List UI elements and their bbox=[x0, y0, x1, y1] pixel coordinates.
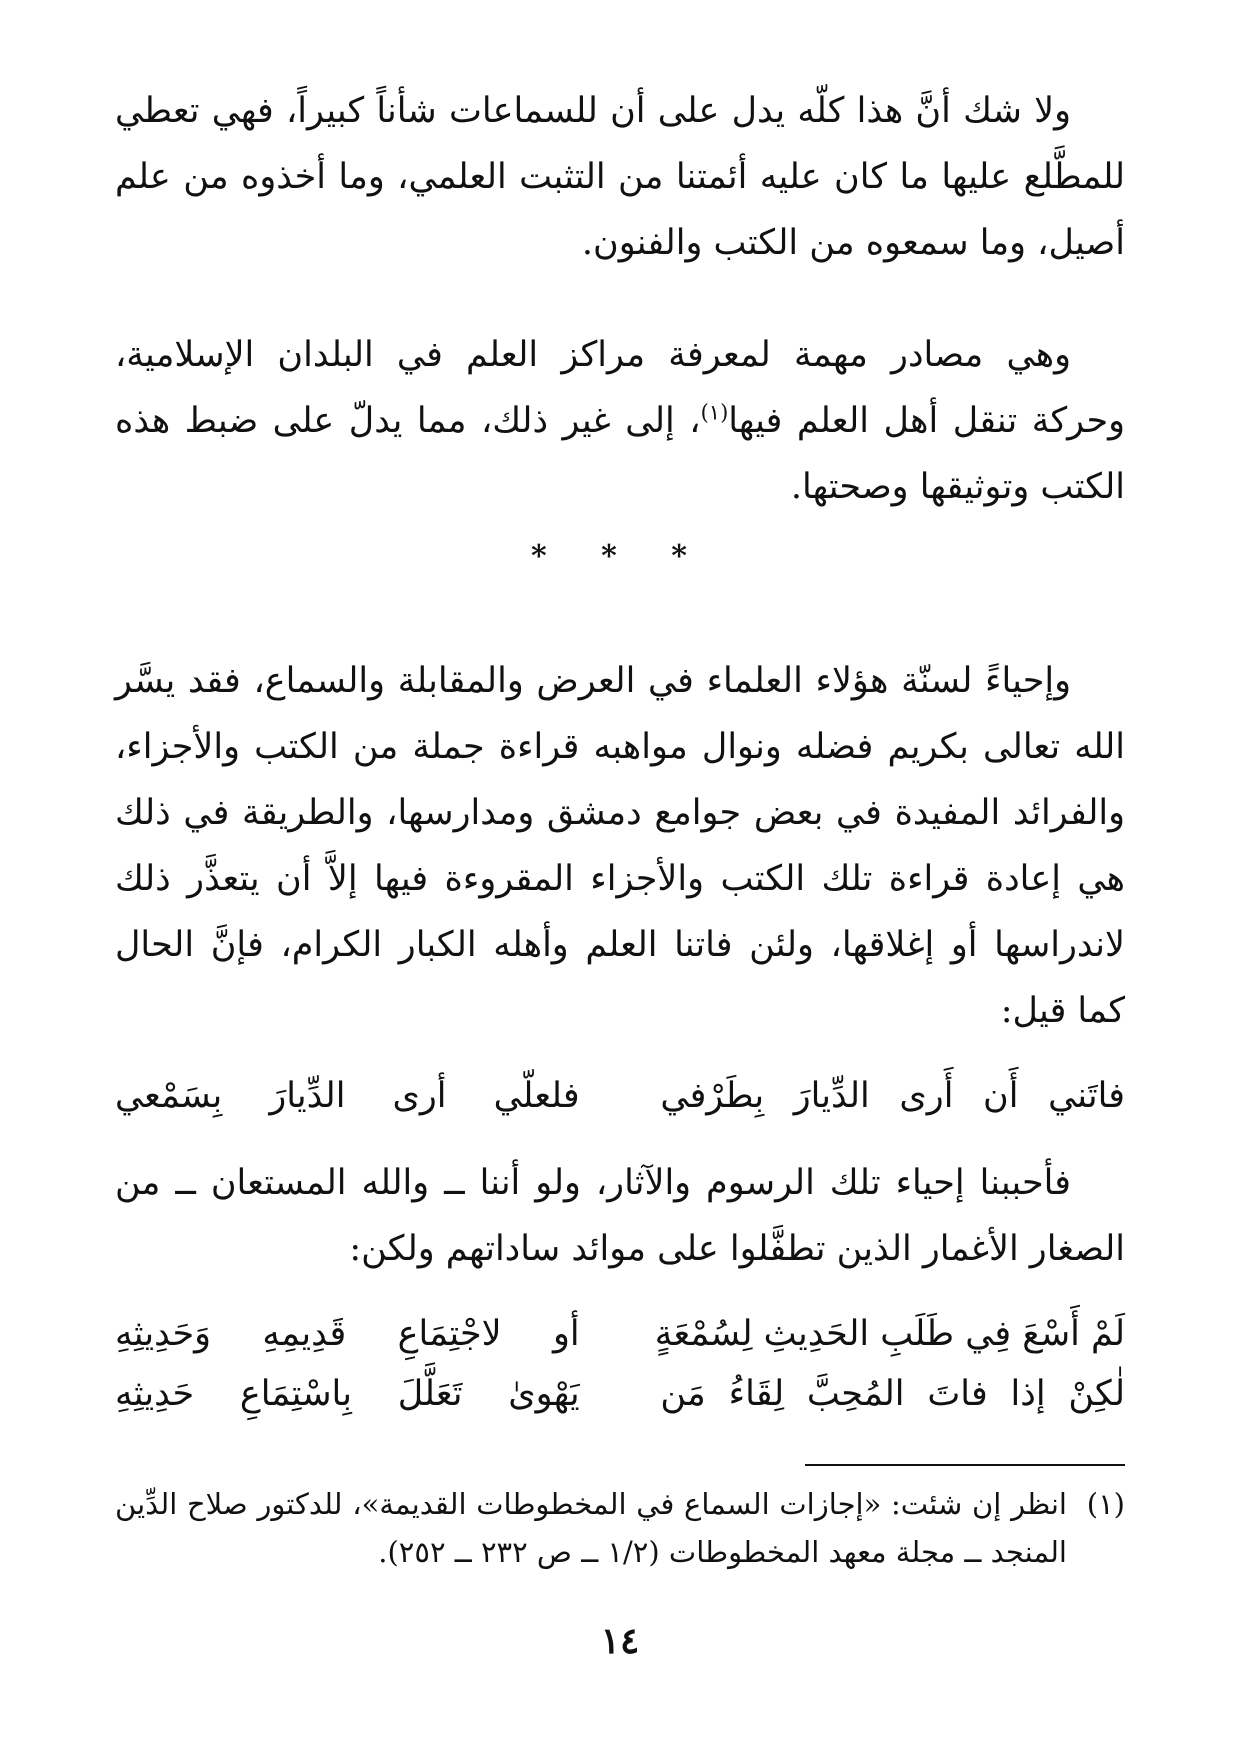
footnote bbox=[115, 1480, 1125, 1576]
verse-second-hemistich: فلعلّي أرى الدِّيارَ بِسَمْعي bbox=[115, 1076, 580, 1116]
page-body bbox=[115, 78, 1125, 1576]
footnote-number: (١) bbox=[1086, 1487, 1125, 1521]
verse-line bbox=[115, 1364, 1125, 1424]
paragraph-3: وإحياءً لسنّة هؤلاء العلماء في العرض والمقابلة والسماع، فقد يسَّر الله تعالى بكريم فضله ونوال مواهبه قراءة جملة من الكتب والأجزاء، والفرائد المفيدة في بعض جوامع دمشق ومدارسها، والطريقة في ذلك هي إعادة قراءة تلك الكتب والأجزاء المقروءة فيها إلاَّ أن يتعذَّر ذلك لاندراسها أو إغلاقها، ولئن فاتنا العلم وأهله الكبار الكرام، فإنَّ الحال كما قيل: bbox=[115, 661, 1125, 1031]
section-separator: * * * bbox=[531, 539, 709, 574]
verse-line bbox=[115, 1304, 1125, 1364]
verse-block-2 bbox=[115, 1304, 1125, 1424]
footnote-reference[interactable]: (١) bbox=[700, 400, 729, 425]
spacer bbox=[115, 590, 1125, 648]
footnote-text: انظر إن شئت: «إجازات السماع في المخطوطات القديمة»، للدكتور صلاح الدِّين المنجد ــ مجلة معهد المخطوطات (١/٢ ــ ص ٢٣٢ ــ ٢٥٢). bbox=[115, 1487, 1067, 1569]
verse-second-hemistich: أو لاجْتِمَاعِ قَدِيمِهِ وَحَدِيثِهِ bbox=[115, 1314, 580, 1354]
verse-second-hemistich: يَهْوىٰ تَعَلَّلَ بِاسْتِمَاعِ حَدِيثِهِ bbox=[115, 1374, 580, 1414]
page-number: ١٤ bbox=[600, 1620, 640, 1662]
verse-first-hemistich: لٰكِنْ إذا فاتَ المُحِبَّ لِقَاءُ مَن bbox=[660, 1374, 1125, 1414]
verse-line bbox=[115, 1066, 1125, 1126]
paragraph-2-text-end: ، إلى غير ذلك، مما يدلّ على ضبط هذه الكتب وتوثيقها وصحتها. bbox=[115, 401, 1125, 507]
verse-first-hemistich: فاتَني أَن أَرى الدِّيارَ بِطَرْفي bbox=[660, 1076, 1125, 1116]
footnote-divider bbox=[805, 1464, 1125, 1466]
paragraph-4: فأحببنا إحياء تلك الرسوم والآثار، ولو أننا ــ والله المستعان ــ من الصغار الأغمار الذين تطفَّلوا على موائد ساداتهم ولكن: bbox=[115, 1163, 1125, 1269]
verse-block-1 bbox=[115, 1066, 1125, 1126]
verse-first-hemistich: لَمْ أَسْعَ فِي طَلَبِ الحَدِيثِ لِسُمْعَةٍ bbox=[654, 1314, 1125, 1354]
spacer bbox=[115, 276, 1125, 322]
paragraph-1: ولا شك أنَّ هذا كلّه يدل على أن للسماعات شأناً كبيراً، فهي تعطي للمطَّلع عليها ما كان عليه أئمتنا من التثبت العلمي، وما أخذوه من علم أصيل، وما سمعوه من الكتب والفنون. bbox=[115, 91, 1125, 263]
paragraph-2 bbox=[115, 322, 1125, 520]
paragraph-2-text: وهي مصادر مهمة لمعرفة مراكز العلم في البلدان الإسلامية، وحركة تنقل أهل العلم فيها bbox=[115, 335, 1125, 441]
